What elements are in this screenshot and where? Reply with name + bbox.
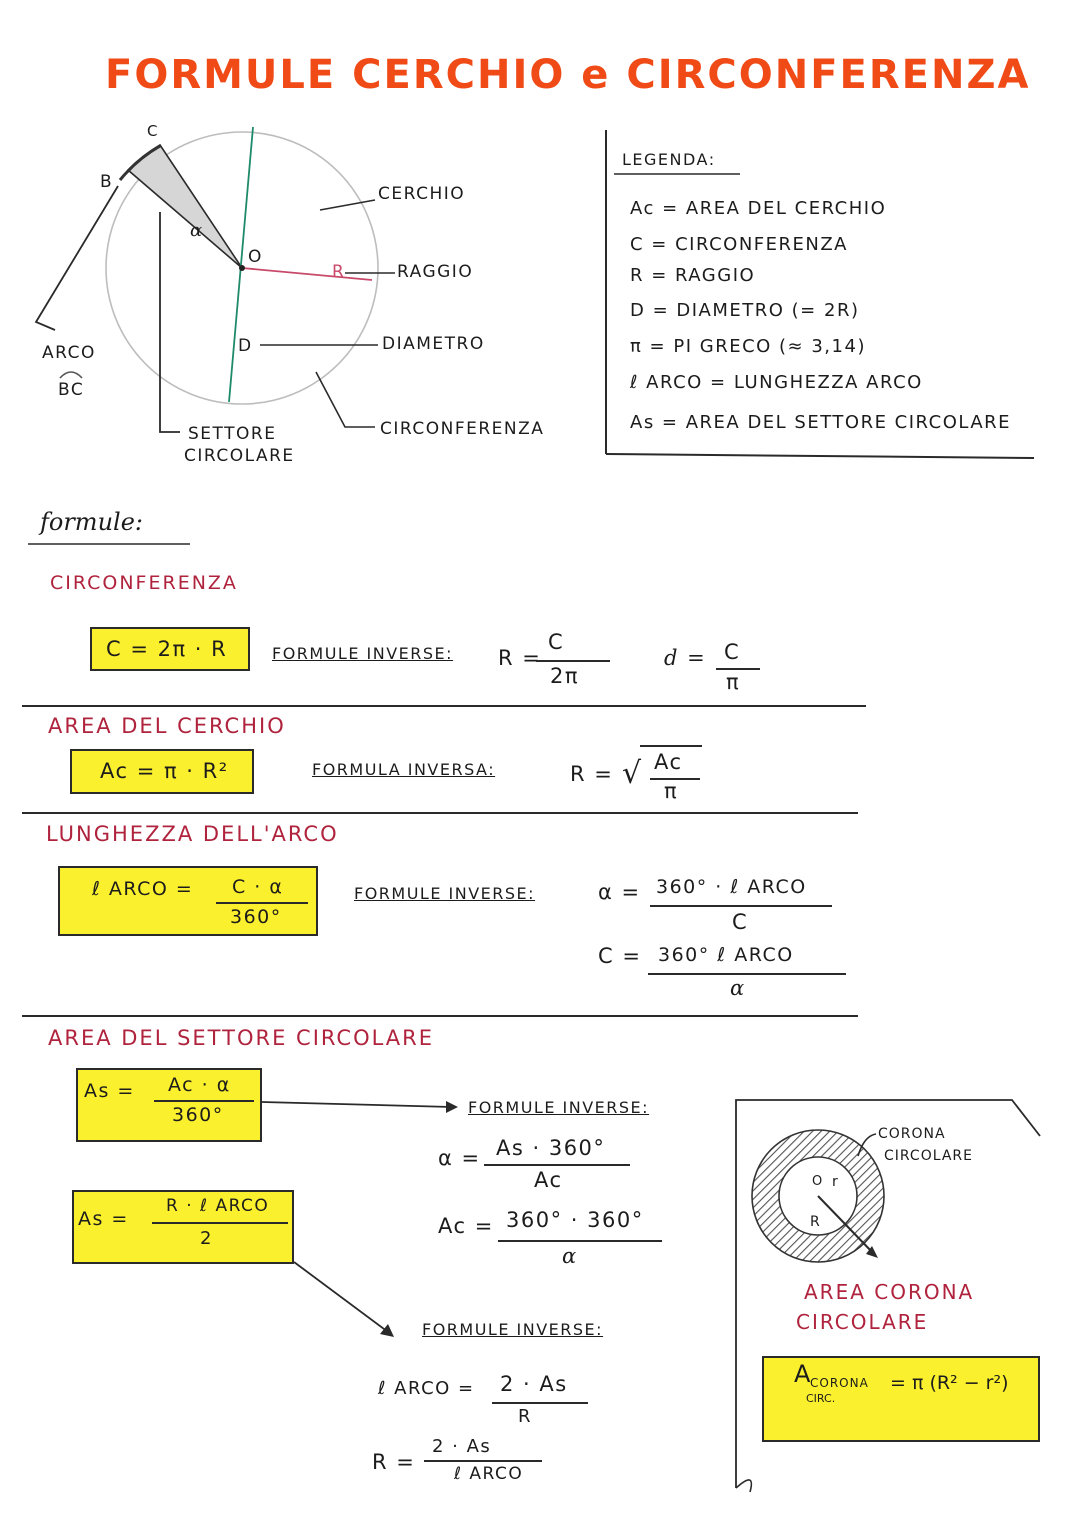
inv-sett-alpha-lhs: α = <box>438 1146 481 1170</box>
point-b-label: B <box>100 172 114 192</box>
legend-item: R = RAGGIO <box>630 265 756 286</box>
corona-formula-sub-2: CIRC. <box>806 1392 836 1405</box>
fraction-bar <box>498 1240 662 1242</box>
settore-label-2: CIRCOLARE <box>184 446 295 466</box>
inv-sett-alpha-num: As · 360° <box>496 1136 606 1160</box>
fraction-bar <box>424 1460 542 1462</box>
alpha-label: α <box>190 220 203 241</box>
circonferenza-box <box>90 627 250 671</box>
center-label: O <box>248 247 263 267</box>
settore-box-1 <box>76 1068 262 1142</box>
inv-c-lhs: C = <box>598 944 642 968</box>
sqrt-bar <box>640 745 702 747</box>
arrow-head-2 <box>380 1324 394 1337</box>
corona-formula-rhs: = π (R² − r²) <box>890 1372 1009 1394</box>
fraction-bar <box>492 1402 588 1404</box>
inv-d-den: π <box>726 670 741 694</box>
settore-f1-lhs: As = <box>84 1080 135 1102</box>
fraction-bar <box>154 1100 254 1102</box>
inv-sett-ac-lhs: Ac = <box>438 1214 494 1238</box>
legend-item: ℓ ARCO = LUNGHEZZA ARCO <box>630 372 923 393</box>
settore-f2-num: R · ℓ ARCO <box>166 1196 270 1216</box>
arco-bc-label: BC <box>58 380 85 400</box>
inv-ac-den: π <box>664 779 679 803</box>
settore-f1-num: Ac · α <box>168 1074 231 1096</box>
inv-alpha-num: 360° · ℓ ARCO <box>656 876 807 898</box>
corona-area-label-1: AREA CORONA <box>804 1280 975 1304</box>
arco-den: 360° <box>230 906 282 928</box>
section-divider <box>22 705 866 707</box>
settore-label-1: SETTORE <box>188 424 277 444</box>
inv-c-num: 360° ℓ ARCO <box>658 944 794 966</box>
fraction-bar <box>484 1164 630 1166</box>
raggio-label: RAGGIO <box>397 262 474 282</box>
inv-d-num: C <box>724 640 741 664</box>
inv-sett-ac-den: α <box>562 1244 578 1268</box>
fraction-bar <box>648 973 846 975</box>
point-c-label: C <box>147 122 159 140</box>
settore-leader <box>160 212 180 432</box>
corona-label-2: CIRCOLARE <box>884 1148 974 1164</box>
cerchio-label: CERCHIO <box>378 184 466 204</box>
corona-label-1: CORONA <box>878 1126 946 1142</box>
inv-rr-den: ℓ ARCO <box>454 1464 524 1484</box>
sqrt-icon: √ <box>622 756 643 791</box>
inv-ac-lhs: R = <box>570 762 614 786</box>
area-cerchio-inverse-label: FORMULA INVERSA: <box>312 760 496 779</box>
settore-f2-lhs: As = <box>78 1208 129 1230</box>
arrow-settore-2 <box>294 1262 388 1332</box>
inv-alpha-lhs: α = <box>598 880 641 904</box>
circonferenza-label: CIRCONFERENZA <box>380 419 545 439</box>
area-cerchio-formula: Ac = π · R² <box>100 759 229 783</box>
corona-area-label-2: CIRCOLARE <box>796 1310 929 1334</box>
settore-f2-den: 2 <box>200 1228 213 1249</box>
arco-box <box>58 866 318 936</box>
inv-c-den: α <box>730 976 746 1000</box>
inv-ac-num: Ac <box>654 750 683 774</box>
arco-inverse-label: FORMULE INVERSE: <box>354 884 536 903</box>
corona-r-small: r <box>832 1174 838 1190</box>
corona-box-hook <box>736 1480 751 1492</box>
inv-arco-den: R <box>518 1406 533 1427</box>
section-divider <box>22 812 858 814</box>
fraction-bar <box>650 905 832 907</box>
settore-inverse-label-1: FORMULE INVERSE: <box>468 1098 650 1117</box>
page-title: FORMULE CERCHIO e CIRCONFERENZA <box>105 52 1031 98</box>
corona-r-big: R <box>810 1214 820 1230</box>
arco-label: ARCO <box>42 343 96 363</box>
corona-o: O <box>812 1174 823 1189</box>
legend-item: D = DIAMETRO (= 2R) <box>630 300 860 321</box>
center-dot <box>239 265 245 271</box>
circonferenza-heading: CIRCONFERENZA <box>50 572 238 594</box>
fraction-bar <box>152 1222 288 1224</box>
inv-rr-num: 2 · As <box>432 1436 492 1457</box>
arrow-settore-1 <box>262 1102 452 1107</box>
section-divider <box>22 1015 858 1017</box>
settore-inverse-label-2: FORMULE INVERSE: <box>422 1320 604 1339</box>
settore-box-2 <box>72 1190 294 1264</box>
circular-sector <box>128 145 242 268</box>
cerchio-leader <box>320 200 375 210</box>
inv-r-lhs: R = <box>498 646 542 670</box>
inv-r-num: C <box>548 630 565 654</box>
settore-heading: AREA DEL SETTORE CIRCOLARE <box>48 1026 435 1050</box>
legend-item: Ac = AREA DEL CERCHIO <box>630 198 887 219</box>
legend-item: As = AREA DEL SETTORE CIRCOLARE <box>630 412 1012 433</box>
arco-heading: LUNGHEZZA DELL'ARCO <box>46 822 339 846</box>
corona-box-formula <box>762 1356 1040 1442</box>
inv-arco-num: 2 · As <box>500 1372 568 1396</box>
arco-num: C · α <box>232 876 284 898</box>
inv-rr-lhs: R = <box>372 1450 416 1474</box>
arc-symbol <box>60 372 82 378</box>
inv-arco-lhs: ℓ ARCO = <box>378 1378 475 1399</box>
fraction-bar <box>216 902 308 904</box>
corona-formula-sub-1: CORONA <box>810 1376 869 1390</box>
diametro-label: DIAMETRO <box>382 334 485 354</box>
settore-f1-den: 360° <box>172 1104 224 1126</box>
inv-sett-alpha-den: Ac <box>534 1168 563 1192</box>
area-cerchio-box <box>70 749 254 794</box>
inv-r-den: 2π <box>550 664 580 688</box>
circonferenza-inverse-label: FORMULE INVERSE: <box>272 644 454 663</box>
inv-sett-ac-num: 360° · 360° <box>506 1208 644 1232</box>
legend-item: C = CIRCONFERENZA <box>630 234 848 255</box>
legend-heading: LEGENDA: <box>622 150 716 169</box>
area-cerchio-heading: AREA DEL CERCHIO <box>48 714 286 738</box>
circonferenza-leader <box>316 372 375 427</box>
d-label: D <box>238 336 253 356</box>
formule-heading: formule: <box>40 508 143 536</box>
arrow-head-1 <box>446 1101 458 1113</box>
fraction-bar <box>536 660 610 662</box>
r-label: R <box>332 262 346 282</box>
legend-bottom-border <box>606 454 1034 458</box>
inv-alpha-den: C <box>732 910 749 934</box>
circonferenza-formula: C = 2π · R <box>106 637 228 661</box>
corona-formula-a: A <box>794 1360 811 1388</box>
legend-item: π = PI GRECO (≈ 3,14) <box>630 336 866 357</box>
inv-d-lhs: d = <box>664 646 707 670</box>
arco-lhs: ℓ ARCO = <box>92 878 194 900</box>
radius-line <box>242 268 372 280</box>
